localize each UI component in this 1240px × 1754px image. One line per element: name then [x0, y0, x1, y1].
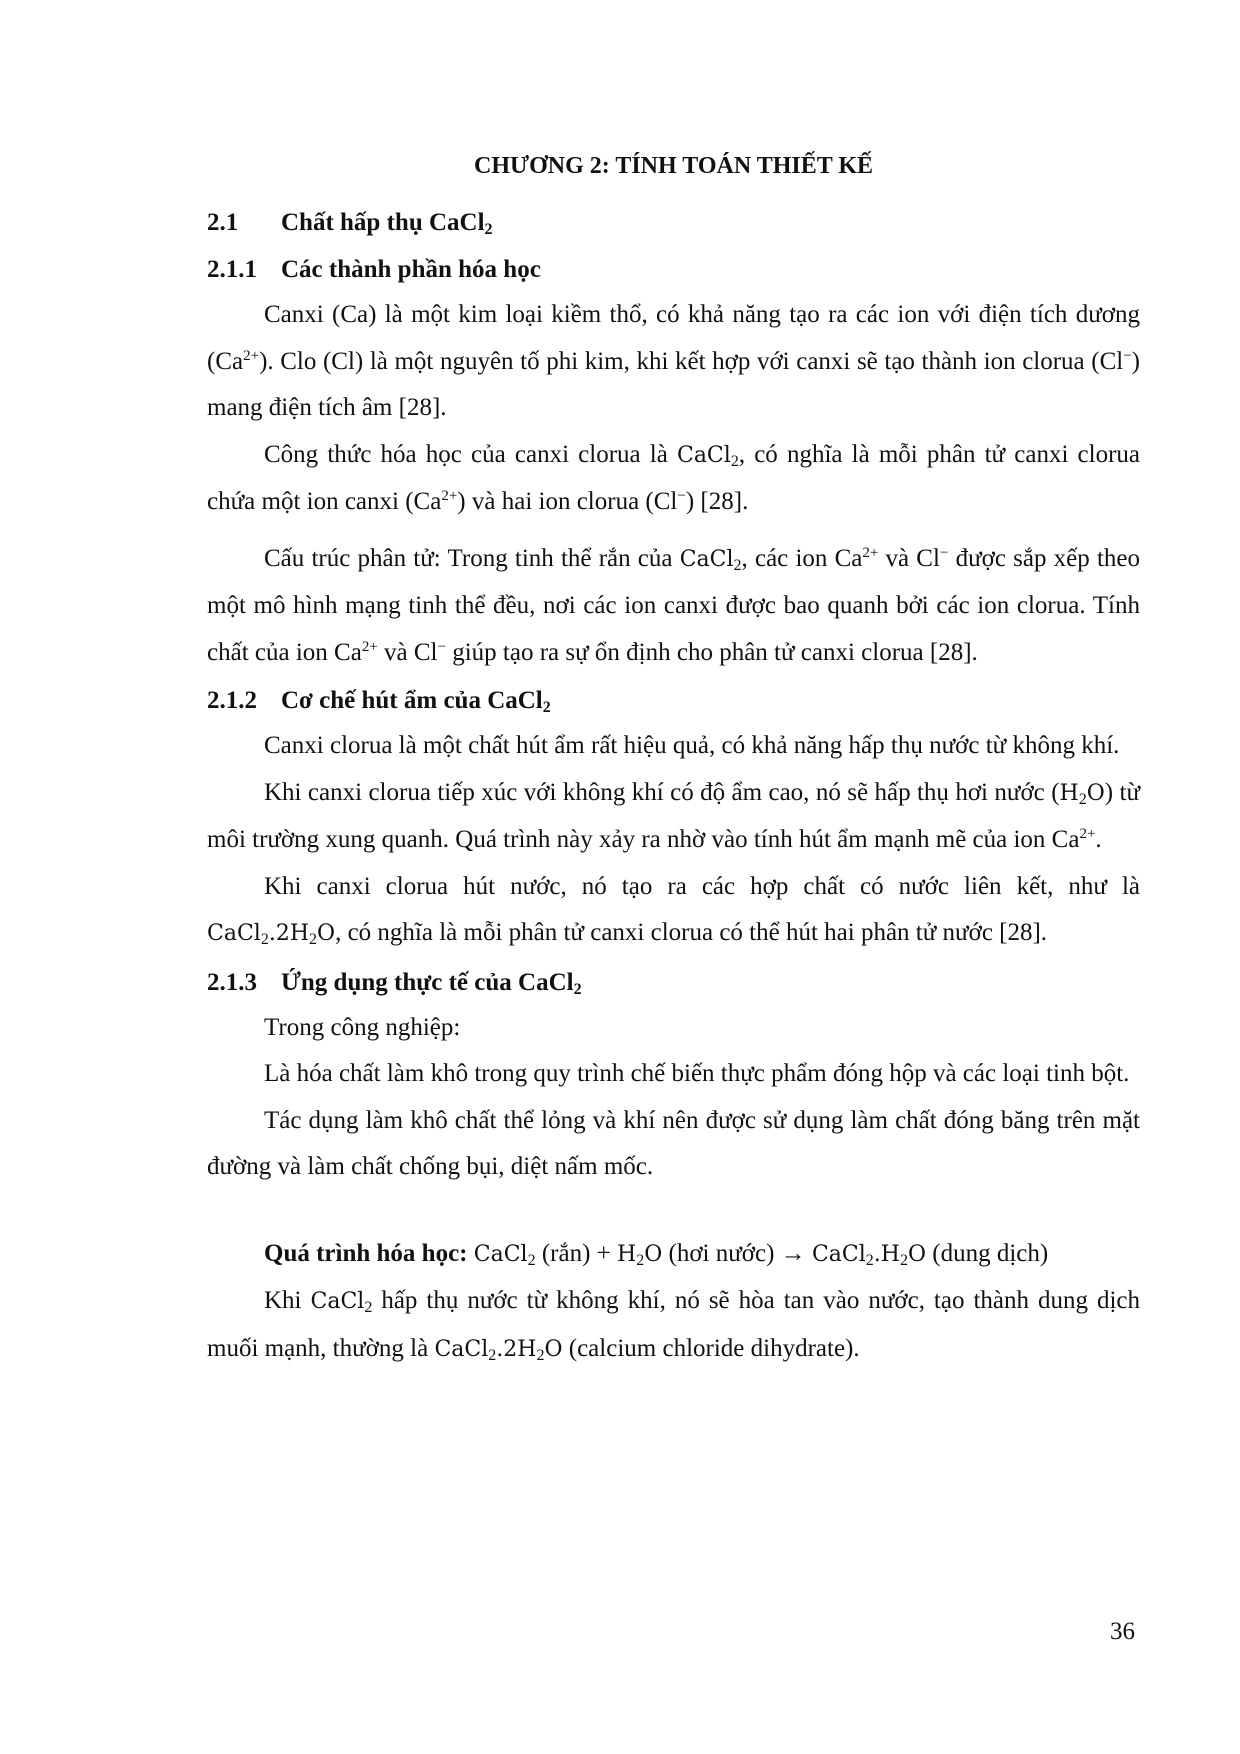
page-number: 36: [1110, 1618, 1135, 1645]
section-heading-2-1: [207, 209, 1140, 245]
paragraph-molecular-structure: Cấu trúc phân tử: Trong tinh thể rắn của CaCl$_2$, các ion $Ca^{2+}$ và Cl− được sắp xếp theo một mô hình mạng tinh thể đều, nơi các ion canxi được bao quanh bởi các ion clorua. Tính chất của ion $Ca^{2+}$ và Cl− giúp tạo ra sự ổn định cho phân tử canxi clorua [28].: [207, 544, 1140, 666]
paragraph-calcium-ions: Canxi (Ca) là một kim loại kiềm thổ, có khả năng tạo ra các ion với điện tích dương $(Ca^{2+})$. Clo (Cl) là một nguyên tố phi kim, khi kết hợp với canxi sẽ tạo thành ion clorua (Cl−) mang điện tích âm [28].: [207, 301, 1140, 421]
paragraph-desiccant: Canxi clorua là một chất hút ẩm rất hiệu quả, có khả năng hấp thụ nước từ không khí.: [264, 732, 1120, 759]
paragraph-industry: Trong công nghiệp:: [264, 1013, 461, 1041]
chapter-title: CHƯƠNG 2: TÍNH TOÁN THIẾT KẾ: [474, 153, 873, 179]
section-title: Cơ chế hút ẩm của CaCl$_2$: [281, 687, 551, 716]
page-content: [207, 143, 1140, 1373]
section-number: 2.1.3: [207, 968, 257, 996]
paragraph-anti-dust: Tác dụng làm khô chất thể lỏng và khí nên được sử dụng làm chất đóng băng trên mặt đường và làm chất chống bụi, diệt nấm mốc.: [207, 1106, 1140, 1180]
section-title: Chất hấp thụ CaCl$_2$: [281, 209, 493, 238]
paragraph-chemical-process: Quá trình hóa học: CaCl$_2$ (rắn) + $H_2O$ (hơi nước) → $CaCl_2.H_2O$ (dung dịch): [264, 1239, 1049, 1269]
paragraph-dissolution: Khi CaCl$_2$ hấp thụ nước từ không khí, nó sẽ hòa tan vào nước, tạo thành dung dịch muối mạnh, thường là $CaCl_2.2H_2O$ (calcium chloride dihydrate).: [207, 1287, 1141, 1364]
section-title: Ứng dụng thực tế của CaCl$_2$: [281, 968, 582, 998]
paragraph-hydrate: Khi canxi clorua hút nước, nó tạo ra các hợp chất có nước liên kết, như là $CaCl_2.2H_2O$, có nghĩa là mỗi phân tử canxi clorua có thể hút hai phân tử nước [28].: [207, 872, 1140, 948]
section-number: 2.1: [207, 209, 239, 236]
section-heading-2-1-3: [207, 969, 1140, 1005]
section-number: 2.1.2: [207, 687, 257, 714]
section-heading-2-1-2: [207, 687, 1140, 723]
paragraph-food-drying: Là hóa chất làm khô trong quy trình chế biến thực phẩm đóng hộp và các loại tinh bột.: [264, 1060, 1130, 1087]
section-title: Các thành phần hóa học: [281, 256, 541, 283]
paragraph-humidity: Khi canxi clorua tiếp xúc với không khí có độ ẩm cao, nó sẽ hấp thụ hơi nước $(H_2O)$ từ môi trường xung quanh. Quá trình này xảy ra nhờ vào tính hút ẩm mạnh mẽ của ion $Ca^{2+}$.: [207, 778, 1140, 853]
section-number: 2.1.1: [207, 256, 257, 283]
paragraph-chemical-formula: Công thức hóa học của canxi clorua là CaCl$_2$, có nghĩa là mỗi phân tử canxi clorua chứa một ion canxi $(Ca^{2+})$ và hai ion clorua (Cl−) [28].: [207, 440, 1141, 515]
section-heading-2-1-1: [207, 256, 1140, 292]
